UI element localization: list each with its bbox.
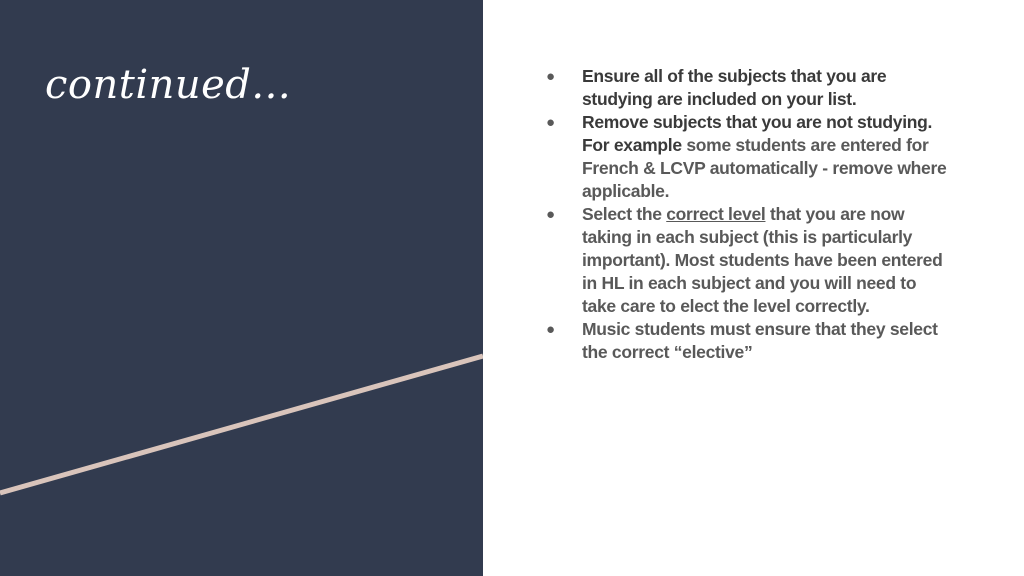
bullet-item-4: [541, 318, 951, 364]
bullet-item-3: [541, 203, 951, 318]
bullet-item-1: [541, 65, 951, 111]
bullet-item-2: [541, 111, 951, 203]
bullet-dot-icon: ●: [546, 206, 555, 223]
bullet-2-text-strong: Remove subjects that you are not studying. For example: [582, 112, 933, 155]
correct-level-emphasis: correct level: [666, 204, 766, 224]
bullet-1-text: Ensure all of the subjects that you are studying are included on your list.: [582, 66, 887, 109]
left-panel: [0, 0, 483, 576]
bullet-3-text-start: Select the: [582, 204, 667, 224]
bullet-dot-icon: ●: [546, 321, 555, 338]
bullet-dot-icon: ●: [546, 68, 555, 85]
accent-line: [0, 356, 483, 493]
bullet-2-text: some students are entered for French & LCVP automatically - remove where applicable.: [582, 135, 947, 201]
bullet-3-text-rest: that you are now taking in each subject (this is particularly important). Most students have been entered in HL in each subject and you will need to take care to elect the level correctly.: [582, 204, 943, 316]
bullet-4-text: Music students must ensure that they select the correct “elective”: [582, 319, 938, 362]
bullet-list: [541, 65, 951, 364]
right-panel: [483, 0, 1024, 576]
bullet-dot-icon: ●: [546, 114, 555, 131]
slide-title: continued...: [45, 62, 292, 108]
